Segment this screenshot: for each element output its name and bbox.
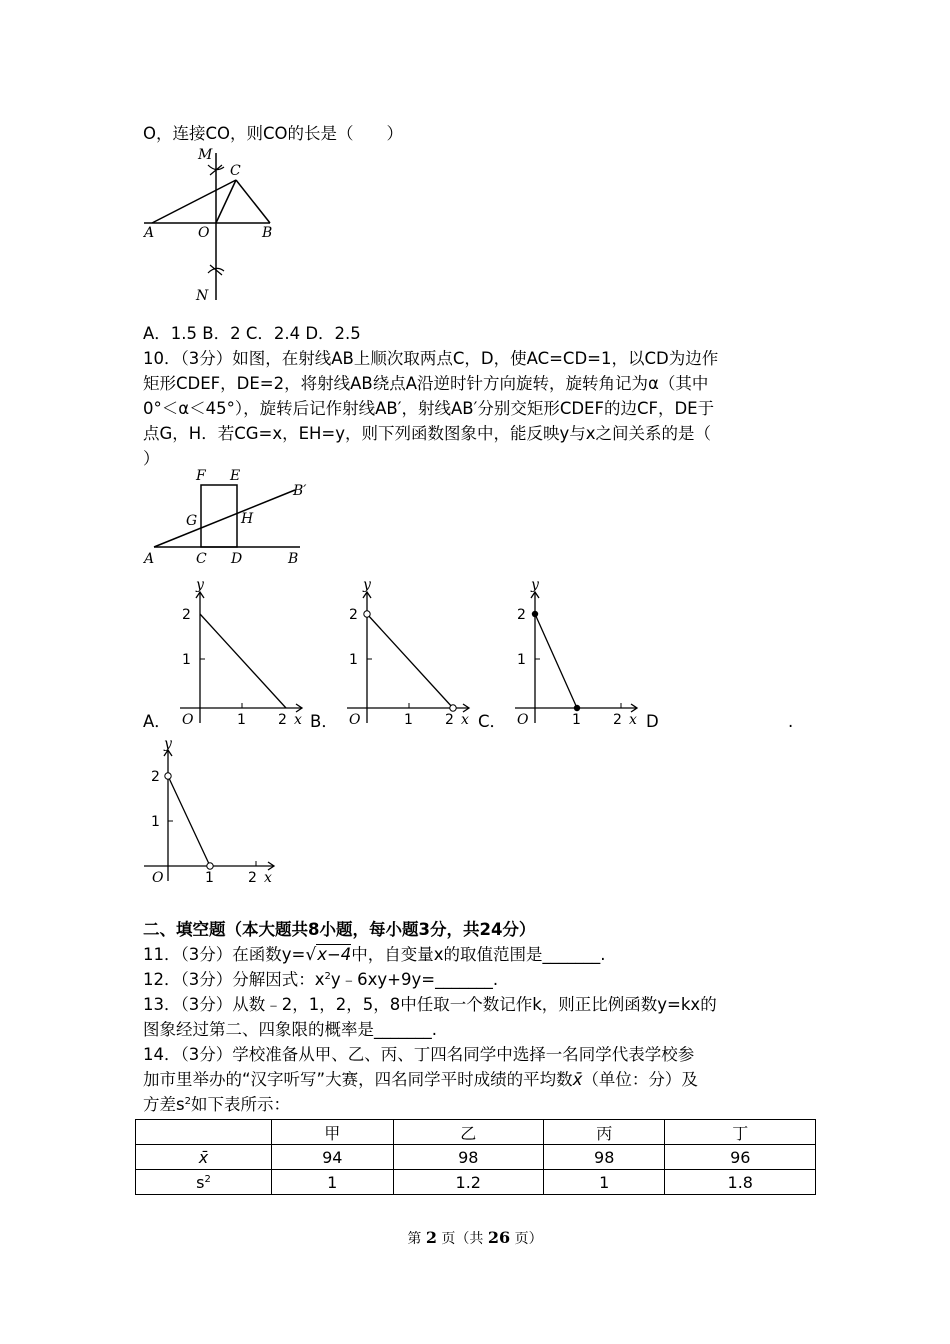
label-G: G — [186, 513, 198, 529]
row-label-mean: x̄ — [136, 1145, 272, 1170]
label-H: H — [241, 511, 254, 527]
x-tick-1: 1 — [205, 870, 214, 886]
x-tick-1: 1 — [237, 712, 246, 728]
table-header-cell: 丙 — [543, 1120, 665, 1145]
graph-b — [337, 578, 477, 728]
table-row — [136, 1170, 816, 1195]
table-cell: 96 — [665, 1145, 816, 1170]
q11: 11．（3分）在函数y=√x−4中，自变量x的取值范围是_______. — [143, 945, 606, 965]
label-B: B — [288, 551, 299, 567]
tick-1: 1 — [182, 652, 191, 668]
label-A: A — [144, 551, 155, 567]
x-tick-2: 2 — [248, 870, 257, 886]
tick-2: 2 — [182, 607, 191, 623]
label-A: A — [144, 225, 155, 241]
q14-line3-pre: 方差s — [143, 1095, 185, 1114]
axis-y-label: y — [531, 578, 539, 593]
origin-label: O — [182, 712, 194, 728]
label-N: N — [196, 288, 209, 304]
tick-1: 1 — [517, 652, 526, 668]
footer-page: 2 — [425, 1228, 437, 1247]
q12-exp: 2 — [324, 971, 331, 982]
table-header-row — [136, 1120, 816, 1145]
option-a-label: A． — [143, 712, 171, 731]
origin-label: O — [349, 712, 361, 728]
tick-2: 2 — [151, 769, 160, 785]
mean-symbol: x̄ — [572, 1070, 583, 1089]
q14-line2-post: （单位：分）及 — [582, 1070, 698, 1089]
q10-line3: 0°＜α＜45°），旋转后记作射线AB′，射线AB′分别交矩形CDEF的边CF，DE于 — [143, 399, 715, 418]
table-header-cell: 丁 — [665, 1120, 816, 1145]
q10-line4: 点G，H．若CG=x，EH=y，则下列函数图象中，能反映y与x之间关系的是（ — [143, 424, 712, 443]
label-M: M — [198, 147, 213, 163]
label-B-prime: B′ — [293, 483, 307, 499]
table-header-cell: 乙 — [393, 1120, 543, 1145]
q12 — [143, 968, 498, 992]
q10-figure — [140, 465, 320, 570]
x-tick-1: 1 — [572, 712, 581, 728]
tick-1: 1 — [151, 814, 160, 830]
table-header-cell — [136, 1120, 272, 1145]
label-E: E — [230, 468, 241, 484]
x-tick-2: 2 — [613, 712, 622, 728]
axis-x-label: x — [629, 712, 637, 728]
table-row — [136, 1145, 816, 1170]
q11-radicand: x−4 — [317, 945, 352, 964]
option-d-label: D — [646, 712, 659, 731]
q9-stem-end: O，连接CO，则CO的长是（ ） — [143, 124, 404, 143]
table-header-cell: 甲 — [272, 1120, 394, 1145]
axis-x-label: x — [264, 870, 272, 886]
label-O: O — [198, 225, 210, 241]
q9-figure — [140, 145, 290, 305]
q14-line2-pre: 加市里举办的“汉字听写”大赛，四名同学平时成绩的平均数 — [143, 1070, 573, 1089]
option-d-period: . — [788, 712, 794, 731]
footer-mid: 页（共 — [436, 1231, 488, 1247]
label-C: C — [196, 551, 207, 567]
q14-line3-exp: 2 — [184, 1096, 191, 1107]
label-D: D — [231, 551, 243, 567]
q13-line2: 图象经过第二、四象限的概率是_______. — [143, 1020, 437, 1039]
footer-post: 页） — [510, 1231, 543, 1247]
q14-line3-post: 如下表所示： — [190, 1095, 290, 1114]
axis-y-label: y — [196, 578, 204, 593]
tick-2: 2 — [349, 607, 358, 623]
table-cell: 94 — [272, 1145, 394, 1170]
axis-x-label: x — [294, 712, 302, 728]
section-heading: 二、填空题（本大题共8小题，每小题3分，共24分） — [143, 920, 536, 939]
x-tick-2: 2 — [445, 712, 454, 728]
graph-c — [505, 578, 645, 728]
page-footer — [0, 1228, 950, 1248]
table-cell: 1.8 — [665, 1170, 816, 1195]
table-cell: 1 — [272, 1170, 394, 1195]
q14-line3 — [143, 1093, 290, 1117]
q13-line1: 13．（3分）从数﹣2，1，2，5，8中任取一个数记作k，则正比例函数y=kx的 — [143, 995, 717, 1014]
q11-pre: 11．（3分）在函数y= — [143, 945, 306, 964]
label-C: C — [230, 163, 241, 179]
axis-x-label: x — [461, 712, 469, 728]
tick-2: 2 — [517, 607, 526, 623]
footer-total: 26 — [487, 1228, 511, 1247]
q14-line2 — [143, 1068, 698, 1092]
table-cell: 1.2 — [393, 1170, 543, 1195]
label-F: F — [196, 468, 206, 484]
table-cell: 1 — [543, 1170, 665, 1195]
graph-d — [140, 738, 280, 888]
variance-base: s — [196, 1172, 205, 1192]
graph-a — [170, 578, 310, 728]
variance-exp: 2 — [204, 1173, 211, 1185]
axis-y-label: y — [164, 738, 172, 752]
q9-options: A．1.5 B．2 C．2.4 D．2.5 — [143, 324, 361, 343]
origin-label: O — [152, 870, 164, 886]
q12-pre: 12．（3分）分解因式：x — [143, 970, 325, 989]
tick-1: 1 — [349, 652, 358, 668]
footer-pre: 第 — [407, 1231, 426, 1247]
scores-table — [135, 1119, 816, 1195]
table-cell: 98 — [543, 1145, 665, 1170]
x-tick-2: 2 — [278, 712, 287, 728]
q14-line1: 14．（3分）学校准备从甲、乙、丙、丁四名同学中选择一名同学代表学校参 — [143, 1045, 695, 1064]
axis-y-label: y — [363, 578, 371, 593]
q12-post: y﹣6xy+9y=_______. — [330, 970, 499, 989]
row-label-variance — [136, 1170, 272, 1195]
origin-label: O — [517, 712, 529, 728]
q10-line5: ） — [143, 449, 160, 468]
x-tick-1: 1 — [404, 712, 413, 728]
table-cell: 98 — [393, 1145, 543, 1170]
label-B: B — [262, 225, 273, 241]
q10-line1: 10．（3分）如图，在射线AB上顺次取两点C，D，使AC=CD=1，以CD为边作 — [143, 349, 719, 368]
option-c-label: C． — [478, 712, 507, 731]
q10-line2: 矩形CDEF，DE=2，将射线AB绕点A沿逆时针方向旋转，旋转角记为α（其中 — [143, 374, 709, 393]
option-b-label: B． — [310, 712, 338, 731]
q11-post: 中，自变量x的取值范围是_______. — [351, 945, 606, 964]
